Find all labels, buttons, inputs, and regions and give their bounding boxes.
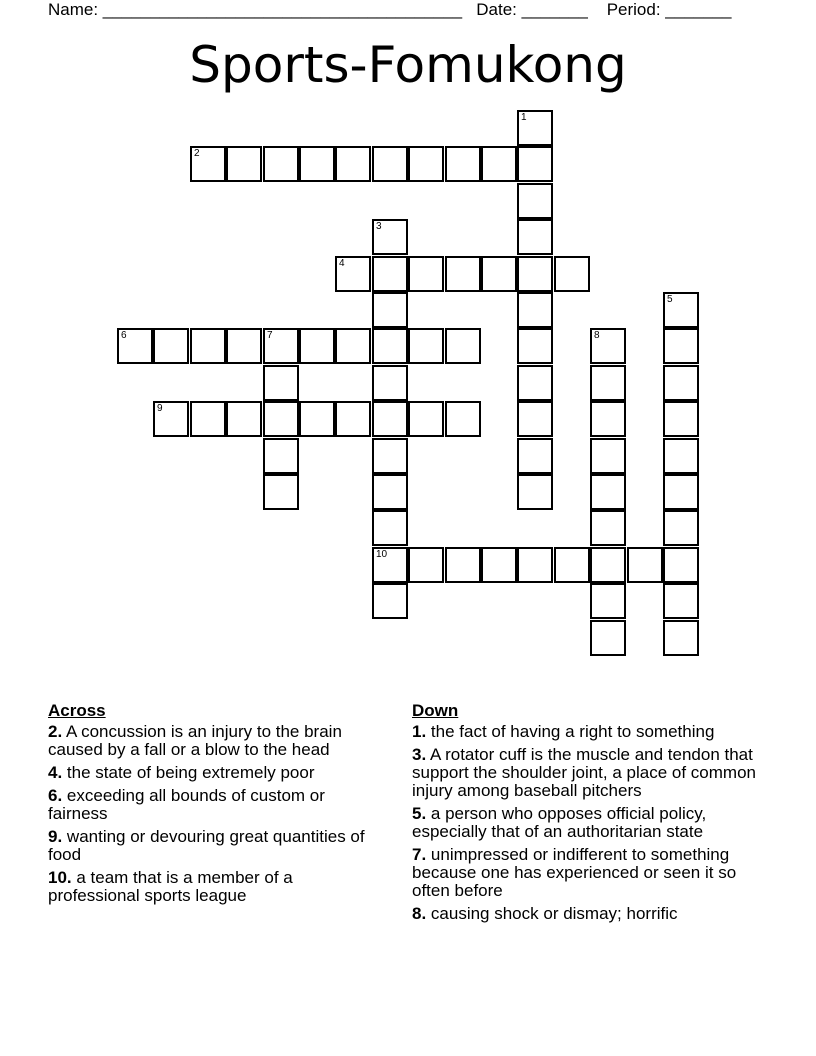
crossword-cell[interactable]	[663, 583, 699, 619]
down-clue	[412, 746, 762, 800]
crossword-cell[interactable]	[481, 146, 517, 182]
crossword-cell[interactable]	[263, 474, 299, 510]
page-title: Sports-Fomukong	[189, 36, 627, 94]
down-heading: Down	[412, 701, 459, 720]
crossword-cell[interactable]	[372, 219, 408, 255]
clue-number: 10.	[48, 868, 72, 887]
crossword-cell[interactable]	[408, 547, 444, 583]
crossword-cell[interactable]	[299, 401, 335, 437]
crossword-cell[interactable]	[372, 292, 408, 328]
cell-number: 8	[594, 330, 600, 341]
crossword-cell[interactable]	[517, 401, 553, 437]
crossword-cell[interactable]	[372, 328, 408, 364]
cell-number: 7	[267, 330, 273, 341]
crossword-cell[interactable]	[590, 474, 626, 510]
crossword-cell[interactable]	[663, 365, 699, 401]
clue-text: exceeding all bounds of custom or fairness	[48, 786, 325, 823]
crossword-cell[interactable]	[517, 146, 553, 182]
clue-text: wanting or devouring great quantities of food	[48, 827, 365, 864]
clue-number: 5.	[412, 804, 427, 823]
crossword-cell[interactable]	[372, 365, 408, 401]
crossword-cell[interactable]	[153, 401, 189, 437]
crossword-cell[interactable]	[190, 401, 226, 437]
crossword-cell[interactable]	[517, 547, 553, 583]
name-field-label: Name: ______________________________________	[48, 0, 463, 19]
crossword-cell[interactable]	[190, 146, 226, 182]
crossword-cell[interactable]	[663, 292, 699, 328]
crossword-cell[interactable]	[663, 620, 699, 656]
clue-text: causing shock or dismay; horrific	[426, 904, 678, 923]
crossword-cell[interactable]	[299, 328, 335, 364]
crossword-cell[interactable]	[445, 146, 481, 182]
crossword-cell[interactable]	[517, 219, 553, 255]
clue-text: unimpressed or indifferent to something because one has experienced or seen it so often before	[412, 845, 737, 900]
down-clue-list	[412, 723, 762, 923]
down-clue	[412, 846, 762, 900]
crossword-cell[interactable]	[590, 401, 626, 437]
cell-number: 4	[339, 258, 345, 269]
clue-number: 7.	[412, 845, 427, 864]
cell-number: 9	[157, 403, 163, 414]
crossword-cell[interactable]	[663, 474, 699, 510]
date-field-label: Date: _______	[476, 0, 588, 19]
crossword-cell[interactable]	[153, 328, 189, 364]
across-clues	[48, 702, 388, 910]
crossword-cell[interactable]	[663, 510, 699, 546]
crossword-cell[interactable]	[226, 401, 262, 437]
crossword-cell[interactable]	[335, 146, 371, 182]
crossword-cell[interactable]	[445, 401, 481, 437]
crossword-cell[interactable]	[372, 547, 408, 583]
crossword-cell[interactable]	[663, 328, 699, 364]
cell-number: 1	[521, 112, 527, 123]
crossword-cell[interactable]	[590, 547, 626, 583]
crossword-cell[interactable]	[372, 510, 408, 546]
clue-number: 1.	[412, 722, 427, 741]
across-clue	[48, 723, 388, 759]
crossword-cell[interactable]	[335, 328, 371, 364]
crossword-cell[interactable]	[590, 328, 626, 364]
down-clues	[412, 702, 762, 928]
clue-text: A rotator cuff is the muscle and tendon that support the shoulder joint, a place of common injury among baseball pitchers	[412, 745, 756, 800]
crossword-cell[interactable]	[263, 328, 299, 364]
crossword-cell[interactable]	[590, 620, 626, 656]
clue-text: a team that is a member of a professional sports league	[48, 868, 293, 905]
crossword-cell[interactable]	[263, 438, 299, 474]
crossword-cell[interactable]	[372, 474, 408, 510]
across-clue-list	[48, 723, 388, 905]
crossword-cell[interactable]	[517, 328, 553, 364]
crossword-cell[interactable]	[517, 256, 553, 292]
crossword-cell[interactable]	[590, 365, 626, 401]
crossword-cell[interactable]	[517, 474, 553, 510]
crossword-cell[interactable]	[554, 256, 590, 292]
crossword-cell[interactable]	[263, 401, 299, 437]
crossword-cell[interactable]	[663, 547, 699, 583]
crossword-cell[interactable]	[117, 328, 153, 364]
crossword-cell[interactable]	[372, 256, 408, 292]
crossword-cell[interactable]	[481, 256, 517, 292]
clue-text: the state of being extremely poor	[62, 763, 315, 782]
crossword-cell[interactable]	[517, 365, 553, 401]
crossword-cell[interactable]	[445, 256, 481, 292]
cell-number: 3	[376, 221, 382, 232]
crossword-cell[interactable]	[517, 110, 553, 146]
clue-text: a person who opposes official policy, especially that of an authoritarian state	[412, 804, 707, 841]
crossword-cell[interactable]	[590, 438, 626, 474]
crossword-cell[interactable]	[226, 328, 262, 364]
down-clue	[412, 905, 762, 923]
down-clue	[412, 805, 762, 841]
crossword-cell[interactable]	[627, 547, 663, 583]
clue-text: A concussion is an injury to the brain caused by a fall or a blow to the head	[48, 722, 342, 759]
period-field-label: Period: _______	[606, 0, 732, 19]
crossword-cell[interactable]	[372, 401, 408, 437]
cell-number: 10	[376, 549, 388, 560]
crossword-cell[interactable]	[408, 328, 444, 364]
crossword-cell[interactable]	[590, 510, 626, 546]
cell-number: 6	[121, 330, 127, 341]
crossword-cell[interactable]	[590, 583, 626, 619]
crossword-cell[interactable]	[445, 328, 481, 364]
clue-text: the fact of having a right to something	[426, 722, 715, 741]
crossword-cell[interactable]	[408, 256, 444, 292]
across-heading: Across	[48, 701, 106, 720]
crossword-cell[interactable]	[226, 146, 262, 182]
crossword-cell[interactable]	[299, 146, 335, 182]
crossword-cell[interactable]	[481, 547, 517, 583]
crossword-cell[interactable]	[372, 438, 408, 474]
across-clue	[48, 828, 388, 864]
crossword-cell[interactable]	[335, 401, 371, 437]
crossword-cell[interactable]	[554, 547, 590, 583]
clue-number: 9.	[48, 827, 63, 846]
clue-number: 4.	[48, 763, 63, 782]
crossword-cell[interactable]	[263, 365, 299, 401]
crossword-cell[interactable]	[372, 583, 408, 619]
crossword-cell[interactable]	[372, 146, 408, 182]
crossword-cell[interactable]	[663, 438, 699, 474]
across-clue	[48, 869, 388, 905]
crossword-cell[interactable]	[445, 547, 481, 583]
across-clue	[48, 787, 388, 823]
cell-number: 2	[194, 148, 200, 159]
crossword-cell[interactable]	[517, 183, 553, 219]
crossword-cell[interactable]	[335, 256, 371, 292]
crossword-cell[interactable]	[517, 292, 553, 328]
crossword-cell[interactable]	[190, 328, 226, 364]
crossword-cell[interactable]	[408, 401, 444, 437]
crossword-cell[interactable]	[663, 401, 699, 437]
across-clue	[48, 764, 388, 782]
clue-number: 8.	[412, 904, 427, 923]
down-clue	[412, 723, 762, 741]
clue-number: 6.	[48, 786, 63, 805]
clue-number: 3.	[412, 745, 427, 764]
crossword-cell[interactable]	[517, 438, 553, 474]
clue-number: 2.	[48, 722, 63, 741]
cell-number: 5	[667, 294, 673, 305]
crossword-cell[interactable]	[263, 146, 299, 182]
crossword-cell[interactable]	[408, 146, 444, 182]
